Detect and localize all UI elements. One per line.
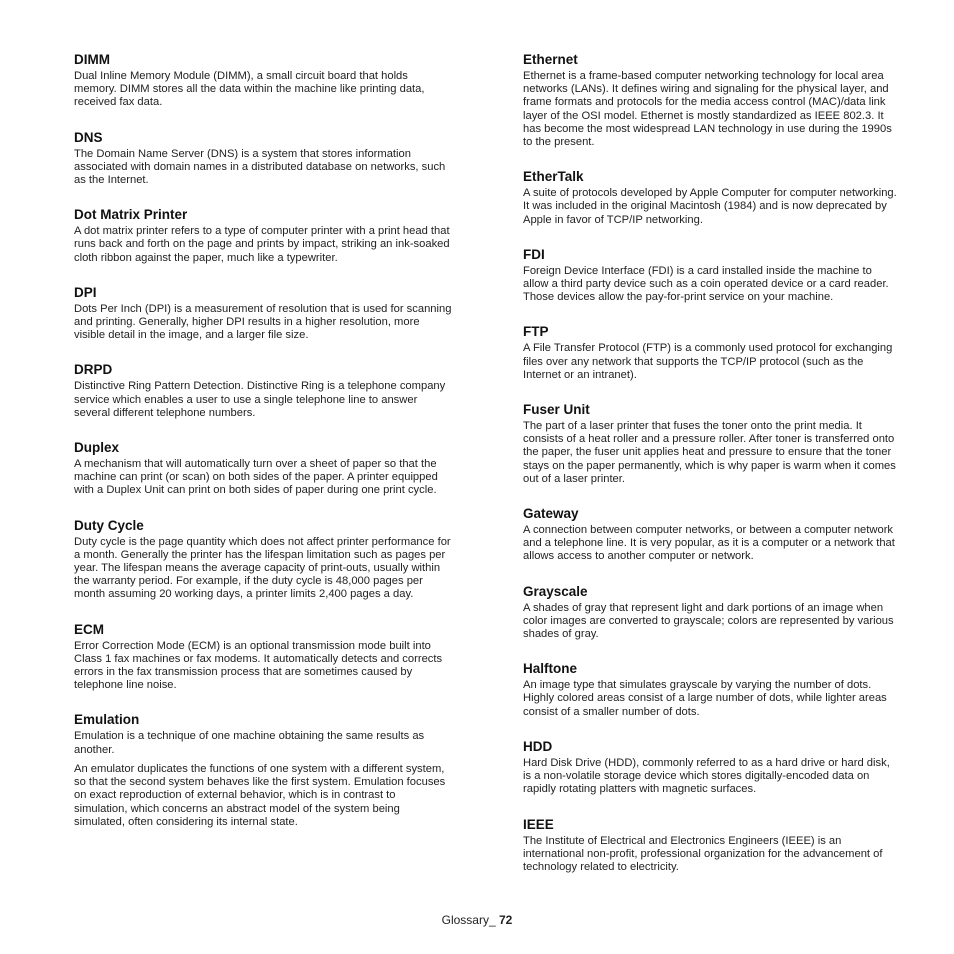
glossary-entry — [523, 584, 899, 642]
glossary-definition: Foreign Device Interface (FDI) is a card installed inside the machine to allow a third party device such as a coin operated device or a card reader. Those devices allow the pay-for-print service on your machine. — [523, 264, 889, 304]
glossary-term: FDI — [523, 246, 545, 262]
glossary-term: DNS — [74, 129, 103, 145]
glossary-term: IEEE — [523, 816, 554, 832]
glossary-entry — [74, 130, 452, 188]
glossary-entry — [523, 247, 899, 305]
glossary-term: ECM — [74, 621, 104, 637]
glossary-term: HDD — [523, 738, 553, 754]
glossary-definition: Dots Per Inch (DPI) is a measurement of resolution that is used for scanning and printing. Generally, higher DPI results in a higher resolution, more visible detail in the image, and a larger file size. — [74, 302, 452, 342]
glossary-term: EtherTalk — [523, 169, 584, 185]
glossary-definition: A File Transfer Protocol (FTP) is a commonly used protocol for exchanging files over any network that supports the TCP/IP protocol (such as the Internet or an intranet). — [523, 342, 893, 381]
glossary-definition: A connection between computer networks, or between a computer network and a telephone line. It is very popular, as it is a computer or a network that allows access to another computer or network. — [523, 524, 895, 563]
glossary-term: DPI — [74, 284, 97, 300]
glossary-definition: Dual Inline Memory Module (DIMM), a small circuit board that holds memory. DIMM stores all the data within the machine like printing data, received fax data. — [74, 70, 425, 109]
glossary-entry — [523, 52, 899, 149]
glossary-term: DRPD — [74, 362, 113, 378]
glossary-term: Dot Matrix Printer — [74, 207, 188, 223]
glossary-definition: A shades of gray that represent light and dark portions of an image when color images are converted to grayscale; colors are represented by various shades of gray. — [523, 601, 894, 641]
page-footer — [0, 913, 954, 927]
glossary-entry — [74, 52, 452, 110]
glossary-definition: A suite of protocols developed by Apple Computer for computer networking. It was included in the original Macintosh (1984) and is now deprecated by Apple in favor of TCP/IP networking. — [523, 187, 897, 226]
glossary-definition: Hard Disk Drive (HDD), commonly referred to as a hard drive or hard disk, is a non-volatile storage device which stores digitally-encoded data on rapidly rotating platters with magnetic surfaces. — [523, 756, 890, 796]
glossary-definition: The Domain Name Server (DNS) is a system that stores information associated with domain names in a distributed database on networks, such as the Internet. — [74, 147, 446, 187]
glossary-definition: A dot matrix printer refers to a type of computer printer with a print head that runs back and forth on the page and prints by impact, striking an ink-soaked cloth ribbon against the paper, much like a typewriter. — [74, 225, 450, 264]
glossary-term: Fuser Unit — [523, 402, 590, 418]
glossary-definition: An image type that simulates grayscale by varying the number of dots. Highly colored areas consist of a large number of dots, while lighter areas consist of a smaller number of dots. — [523, 679, 887, 718]
glossary-term: Duty Cycle — [74, 517, 144, 533]
glossary-term: Ethernet — [523, 52, 578, 67]
glossary-definition: An emulator duplicates the functions of one system with a different system, so that the second system behaves like the first system. Emulation focuses on exact reproduction of external behavior, which is in contrast to simulation, which concerns an abstract model of the system being simulated, often considering its internal state. — [74, 762, 446, 828]
glossary-right-column — [523, 52, 899, 894]
glossary-entry — [523, 661, 899, 719]
glossary-entry — [74, 712, 452, 828]
glossary-entry — [74, 285, 452, 343]
glossary-definition: Emulation is a technique of one machine obtaining the same results as another. — [74, 730, 425, 756]
glossary-term: FTP — [523, 324, 549, 340]
glossary-definition: Duty cycle is the page quantity which does not affect printer performance for a month. Generally the printer has the lifespan limitation such as pages per year. The lifespan means the average capacity of print-outs, usually within the warranty period. For example, if the duty cycle is 48,000 pages per month assuming 20 working days, a printer limits 2,400 pages a day. — [74, 535, 451, 601]
footer-label: Glossary_ — [441, 913, 496, 927]
page-number: 72 — [499, 913, 513, 927]
glossary-definition: Ethernet is a frame-based computer networking technology for local area networks (LANs). It defines wiring and signaling for the physical layer, and frame formats and protocols for the media access control (MAC)/data link layer of the OSI model. Ethernet is mostly standardized as IEEE 802.3. It has become the most widespread LAN technology in use during the 1990s to the present. — [523, 70, 892, 149]
glossary-term: Gateway — [523, 506, 579, 522]
glossary-entry — [523, 324, 899, 382]
glossary-definition: Error Correction Mode (ECM) is an optional transmission mode built into Class 1 fax machines or fax modems. It automatically detects and corrects errors in the fax transmission process that are sometimes caused by telephone line noise. — [74, 639, 443, 692]
glossary-entry — [74, 440, 452, 498]
glossary-term: Grayscale — [523, 583, 588, 599]
glossary-definition: Distinctive Ring Pattern Detection. Distinctive Ring is a telephone company service which enables a user to use a single telephone line to answer several different telephone numbers. — [74, 380, 446, 419]
glossary-entry — [523, 402, 899, 486]
glossary-entry — [74, 622, 452, 693]
glossary-term: Emulation — [74, 712, 140, 728]
glossary-entry — [523, 169, 899, 227]
glossary-entry — [74, 207, 452, 265]
glossary-entry — [74, 362, 452, 420]
glossary-entry — [74, 518, 452, 602]
glossary-entry — [523, 506, 899, 564]
glossary-term: Duplex — [74, 440, 120, 456]
glossary-term: DIMM — [74, 52, 110, 67]
glossary-definition: The Institute of Electrical and Electronics Engineers (IEEE) is an international non-profit, professional organization for the advancement of technology related to electricity. — [523, 834, 883, 873]
glossary-term: Halftone — [523, 661, 577, 677]
glossary-left-column — [74, 52, 452, 849]
glossary-definition: A mechanism that will automatically turn over a sheet of paper so that the machine can print (or scan) on both sides of the paper. A printer equipped with a Duplex Unit can print on both sides of paper during one print cycle. — [74, 458, 438, 497]
glossary-entry — [523, 739, 899, 797]
glossary-entry — [523, 817, 899, 875]
glossary-definition: The part of a laser printer that fuses the toner onto the print media. It consists of a heat roller and a pressure roller. After toner is transferred onto the paper, the fuser unit applies heat and pressure to ensure that the toner stays on the paper permanently, which is why paper is warm when it comes out of a laser printer. — [523, 420, 896, 485]
